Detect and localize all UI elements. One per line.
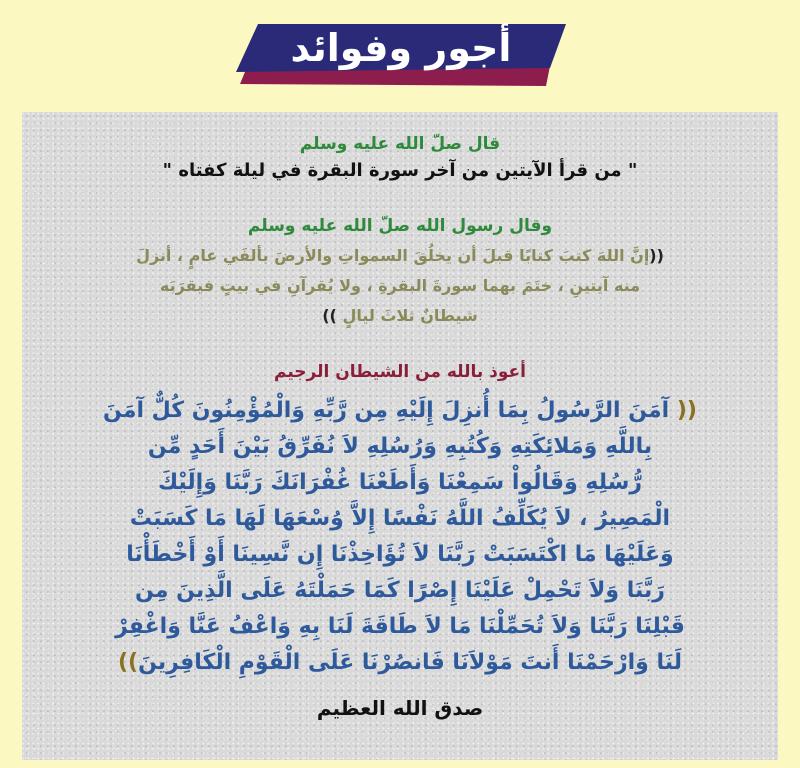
verse-line-4: الْمَصِيرُ ، لاَ يُكَلِّفُ اللَّهُ نَفْسًا إِلاَّ وُسْعَهَا لَهَا مَا كَسَبَتْ [129, 506, 671, 531]
hadith2-line2: منه آيتينِ ، ختَمَ بهما سورةَ البقرةِ ، ولا يُقرآنِ في بيتٍ فيقرَبَه [159, 276, 641, 295]
hadith2-line3 [22, 306, 778, 325]
hadith1-attribution: قال صلّ الله عليه وسلم [299, 134, 501, 154]
hadith2-line1 [22, 246, 778, 265]
page-title: أجور وفوائد [290, 26, 512, 70]
verse-line-5: وَعَلَيْهَا مَا اكْتَسَبَتْ رَبَّنَا لاَ تُؤَاخِذْنَا إِن نَّسِينَا أَوْ أَخْطَأْنَا [126, 542, 674, 567]
verse-line-6: رَبَّنَا وَلاَ تَحْمِلْ عَلَيْنَا إِصْرًا كَمَا حَمَلْتَهُ عَلَى الَّذِينَ مِن [135, 578, 665, 603]
hadith2-open-bracket: (( [649, 246, 664, 265]
verse-line-3: رُّسُلِهِ وَقَالُواْ سَمِعْنَا وَأَطَعْنَا غُفْرَانَكَ رَبَّنَا وَإِلَيْكَ [157, 470, 643, 495]
title-banner [236, 24, 566, 86]
hadith2-attribution: وقال رسول الله صلّ الله عليه وسلم [247, 216, 553, 236]
closing-phrase: صدق الله العظيم [316, 696, 484, 720]
hadith2-line1-text: إنَّ اللهَ كتبَ كتابًا قبلَ أن يخلُقَ السمواتِ والأرضَ بألفَي عامٍ ، أنزلَ [136, 246, 650, 265]
hadith2-line3-text: شيطانٌ ثلاثَ ليالٍ [342, 306, 478, 325]
verse-open-bracket: (( [676, 398, 697, 423]
hadith1-text: " من قرأ الآيتين من آخر سورة البقرة في ليلة كفتاه " [162, 160, 638, 181]
verse-line-8-text: لَنَا وَارْحَمْنَا أَنتَ مَوْلاَنَا فَانصُرْنَا عَلَى الْقَوْمِ الْكَافِرِينَ [138, 650, 682, 675]
verse-line-1 [22, 398, 778, 423]
verse-line-1-text: آمَنَ الرَّسُولُ بِمَا أُنزِلَ إِلَيْهِ مِن رَّبِّهِ وَالْمُؤْمِنُونَ كُلٌّ آمَنَ [103, 398, 670, 423]
verse-line-7: قَبْلِنَا رَبَّنَا وَلاَ تُحَمِّلْنَا مَا لاَ طَاقَةَ لَنَا بِهِ وَاعْفُ عَنَّا وَاغْفِرْ [115, 614, 685, 639]
taawwudh: أعوذ بالله من الشيطان الرجيم [274, 362, 526, 382]
verse-close-bracket: )) [118, 650, 139, 675]
hadith2-close-bracket: )) [322, 306, 337, 325]
verse-line-8 [22, 650, 778, 675]
verse-line-2: بِاللَّهِ وَمَلائِكَتِهِ وَكُتُبِهِ وَرُسُلِهِ لاَ نُفَرِّقُ بَيْنَ أَحَدٍ مِّن [147, 434, 653, 459]
content-panel [22, 112, 778, 760]
